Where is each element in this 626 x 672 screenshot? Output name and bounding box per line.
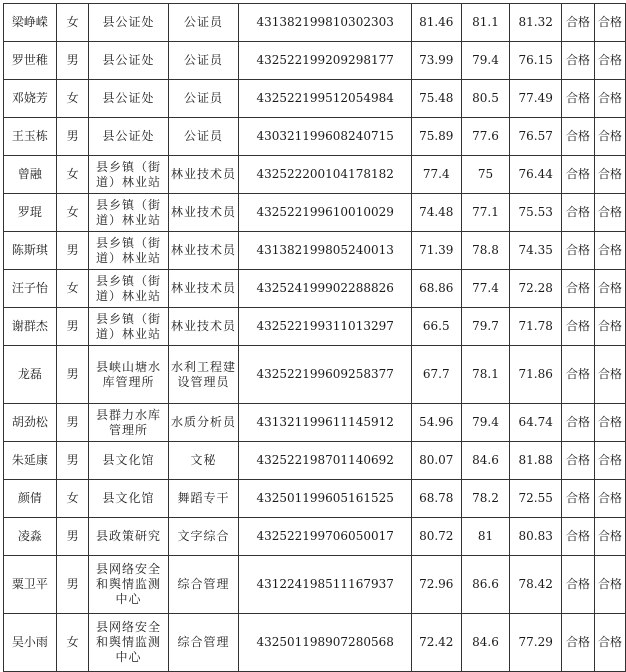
- total-score-cell: 71.86: [510, 346, 562, 404]
- physical-result-cell: 合格: [594, 42, 625, 80]
- total-score-cell: 77.29: [510, 614, 562, 672]
- id-number-cell: 432522200104178182: [239, 156, 411, 194]
- total-score-cell: 80.83: [510, 518, 562, 556]
- gender-cell: 男: [56, 42, 89, 80]
- gender-cell: 男: [56, 346, 89, 404]
- position-cell: 公证员: [168, 42, 239, 80]
- position-cell: 公证员: [168, 4, 239, 42]
- exam-result-cell: 合格: [562, 518, 595, 556]
- gender-cell: 女: [56, 4, 89, 42]
- id-number-cell: 432501198907280568: [239, 614, 411, 672]
- gender-cell: 女: [56, 156, 89, 194]
- position-cell: 林业技术员: [168, 308, 239, 346]
- position-cell: 公证员: [168, 118, 239, 156]
- id-number-cell: 432522199706050017: [239, 518, 411, 556]
- interview-score-cell: 77.1: [461, 194, 510, 232]
- name-cell: 凌淼: [4, 518, 57, 556]
- position-cell: 文秘: [168, 442, 239, 480]
- table-row: [4, 308, 626, 346]
- total-score-cell: 77.49: [510, 80, 562, 118]
- total-score-cell: 78.42: [510, 556, 562, 614]
- physical-result-cell: 合格: [594, 480, 625, 518]
- name-cell: 汪子怡: [4, 270, 57, 308]
- id-number-cell: 431382199805240013: [239, 232, 411, 270]
- physical-result-cell: 合格: [594, 556, 625, 614]
- position-cell: 林业技术员: [168, 270, 239, 308]
- position-cell: 综合管理: [168, 556, 239, 614]
- table-row: [4, 156, 626, 194]
- position-cell: 水利工程建设管理员: [168, 346, 239, 404]
- interview-score-cell: 78.8: [461, 232, 510, 270]
- written-score-cell: 80.72: [411, 518, 461, 556]
- position-cell: 公证员: [168, 80, 239, 118]
- exam-result-cell: 合格: [562, 346, 595, 404]
- interview-score-cell: 77.4: [461, 270, 510, 308]
- name-cell: 谢群杰: [4, 308, 57, 346]
- name-cell: 罗琨: [4, 194, 57, 232]
- id-number-cell: 431382199810302303: [239, 4, 411, 42]
- gender-cell: 女: [56, 614, 89, 672]
- name-cell: 胡劲松: [4, 404, 57, 442]
- interview-score-cell: 77.6: [461, 118, 510, 156]
- written-score-cell: 77.4: [411, 156, 461, 194]
- table-row: [4, 118, 626, 156]
- total-score-cell: 72.28: [510, 270, 562, 308]
- interview-score-cell: 78.2: [461, 480, 510, 518]
- written-score-cell: 74.48: [411, 194, 461, 232]
- name-cell: 吴小雨: [4, 614, 57, 672]
- total-score-cell: 72.55: [510, 480, 562, 518]
- unit-cell: 县公证处: [89, 4, 168, 42]
- interview-score-cell: 81.1: [461, 4, 510, 42]
- unit-cell: 县公证处: [89, 118, 168, 156]
- written-score-cell: 71.39: [411, 232, 461, 270]
- unit-cell: 县乡镇（街道）林业站: [89, 232, 168, 270]
- exam-result-cell: 合格: [562, 556, 595, 614]
- position-cell: 林业技术员: [168, 194, 239, 232]
- id-number-cell: 432522199512054984: [239, 80, 411, 118]
- interview-score-cell: 86.6: [461, 556, 510, 614]
- table-row: [4, 404, 626, 442]
- physical-result-cell: 合格: [594, 270, 625, 308]
- exam-result-cell: 合格: [562, 118, 595, 156]
- total-score-cell: 76.15: [510, 42, 562, 80]
- exam-result-cell: 合格: [562, 270, 595, 308]
- unit-cell: 县乡镇（街道）林业站: [89, 308, 168, 346]
- table-body: [4, 4, 626, 672]
- written-score-cell: 80.07: [411, 442, 461, 480]
- id-number-cell: 432522199311013297: [239, 308, 411, 346]
- unit-cell: 县乡镇（街道）林业站: [89, 270, 168, 308]
- gender-cell: 男: [56, 232, 89, 270]
- total-score-cell: 75.53: [510, 194, 562, 232]
- name-cell: 罗世稚: [4, 42, 57, 80]
- name-cell: 朱延康: [4, 442, 57, 480]
- position-cell: 文字综合: [168, 518, 239, 556]
- written-score-cell: 81.46: [411, 4, 461, 42]
- unit-cell: 县公证处: [89, 42, 168, 80]
- physical-result-cell: 合格: [594, 194, 625, 232]
- physical-result-cell: 合格: [594, 118, 625, 156]
- exam-result-cell: 合格: [562, 480, 595, 518]
- table-row: [4, 232, 626, 270]
- position-cell: 综合管理: [168, 614, 239, 672]
- physical-result-cell: 合格: [594, 404, 625, 442]
- name-cell: 龙磊: [4, 346, 57, 404]
- physical-result-cell: 合格: [594, 4, 625, 42]
- table-row: [4, 480, 626, 518]
- position-cell: 舞蹈专干: [168, 480, 239, 518]
- exam-result-cell: 合格: [562, 42, 595, 80]
- table-row: [4, 556, 626, 614]
- physical-result-cell: 合格: [594, 232, 625, 270]
- gender-cell: 女: [56, 80, 89, 118]
- unit-cell: 县峡山塘水库管理所: [89, 346, 168, 404]
- position-cell: 林业技术员: [168, 232, 239, 270]
- interview-score-cell: 75: [461, 156, 510, 194]
- unit-cell: 县乡镇（街道）林业站: [89, 194, 168, 232]
- unit-cell: 县文化馆: [89, 480, 168, 518]
- table-row: [4, 614, 626, 672]
- unit-cell: 县公证处: [89, 80, 168, 118]
- table-row: [4, 346, 626, 404]
- interview-score-cell: 80.5: [461, 80, 510, 118]
- gender-cell: 男: [56, 308, 89, 346]
- gender-cell: 男: [56, 118, 89, 156]
- gender-cell: 男: [56, 518, 89, 556]
- exam-result-cell: 合格: [562, 80, 595, 118]
- position-cell: 林业技术员: [168, 156, 239, 194]
- gender-cell: 女: [56, 480, 89, 518]
- physical-result-cell: 合格: [594, 156, 625, 194]
- written-score-cell: 68.78: [411, 480, 461, 518]
- interview-score-cell: 84.6: [461, 442, 510, 480]
- results-table: [3, 3, 626, 672]
- position-cell: 水质分析员: [168, 404, 239, 442]
- written-score-cell: 72.42: [411, 614, 461, 672]
- written-score-cell: 66.5: [411, 308, 461, 346]
- id-number-cell: 432522199609258377: [239, 346, 411, 404]
- id-number-cell: 432524199902288826: [239, 270, 411, 308]
- physical-result-cell: 合格: [594, 614, 625, 672]
- interview-score-cell: 79.4: [461, 42, 510, 80]
- interview-score-cell: 78.1: [461, 346, 510, 404]
- physical-result-cell: 合格: [594, 346, 625, 404]
- id-number-cell: 431321199611145912: [239, 404, 411, 442]
- written-score-cell: 72.96: [411, 556, 461, 614]
- gender-cell: 女: [56, 270, 89, 308]
- id-number-cell: 432522199209298177: [239, 42, 411, 80]
- total-score-cell: 71.78: [510, 308, 562, 346]
- table-row: [4, 442, 626, 480]
- unit-cell: 县网络安全和舆情监测中心: [89, 614, 168, 672]
- gender-cell: 男: [56, 556, 89, 614]
- physical-result-cell: 合格: [594, 80, 625, 118]
- table-row: [4, 270, 626, 308]
- table-row: [4, 194, 626, 232]
- total-score-cell: 74.35: [510, 232, 562, 270]
- name-cell: 粟卫平: [4, 556, 57, 614]
- total-score-cell: 76.57: [510, 118, 562, 156]
- exam-result-cell: 合格: [562, 232, 595, 270]
- name-cell: 梁峥嵘: [4, 4, 57, 42]
- physical-result-cell: 合格: [594, 442, 625, 480]
- id-number-cell: 432522199610010029: [239, 194, 411, 232]
- name-cell: 邓娆芳: [4, 80, 57, 118]
- gender-cell: 男: [56, 442, 89, 480]
- written-score-cell: 68.86: [411, 270, 461, 308]
- interview-score-cell: 79.4: [461, 404, 510, 442]
- name-cell: 颜倩: [4, 480, 57, 518]
- id-number-cell: 432501199605161525: [239, 480, 411, 518]
- table-row: [4, 42, 626, 80]
- table-row: [4, 4, 626, 42]
- unit-cell: 县文化馆: [89, 442, 168, 480]
- table-row: [4, 80, 626, 118]
- total-score-cell: 76.44: [510, 156, 562, 194]
- interview-score-cell: 79.7: [461, 308, 510, 346]
- exam-result-cell: 合格: [562, 404, 595, 442]
- gender-cell: 男: [56, 404, 89, 442]
- unit-cell: 县乡镇（街道）林业站: [89, 156, 168, 194]
- gender-cell: 女: [56, 194, 89, 232]
- physical-result-cell: 合格: [594, 518, 625, 556]
- id-number-cell: 431224198511167937: [239, 556, 411, 614]
- exam-result-cell: 合格: [562, 308, 595, 346]
- physical-result-cell: 合格: [594, 308, 625, 346]
- exam-result-cell: 合格: [562, 4, 595, 42]
- total-score-cell: 81.88: [510, 442, 562, 480]
- written-score-cell: 75.48: [411, 80, 461, 118]
- written-score-cell: 73.99: [411, 42, 461, 80]
- id-number-cell: 430321199608240715: [239, 118, 411, 156]
- written-score-cell: 75.89: [411, 118, 461, 156]
- name-cell: 王玉栋: [4, 118, 57, 156]
- interview-score-cell: 81: [461, 518, 510, 556]
- exam-result-cell: 合格: [562, 156, 595, 194]
- name-cell: 曾融: [4, 156, 57, 194]
- table-row: [4, 518, 626, 556]
- unit-cell: 县群力水库管理所: [89, 404, 168, 442]
- exam-result-cell: 合格: [562, 194, 595, 232]
- unit-cell: 县网络安全和舆情监测中心: [89, 556, 168, 614]
- total-score-cell: 81.32: [510, 4, 562, 42]
- id-number-cell: 432522198701140692: [239, 442, 411, 480]
- written-score-cell: 54.96: [411, 404, 461, 442]
- name-cell: 陈斯琪: [4, 232, 57, 270]
- written-score-cell: 67.7: [411, 346, 461, 404]
- interview-score-cell: 84.6: [461, 614, 510, 672]
- exam-result-cell: 合格: [562, 614, 595, 672]
- unit-cell: 县政策研究: [89, 518, 168, 556]
- total-score-cell: 64.74: [510, 404, 562, 442]
- exam-result-cell: 合格: [562, 442, 595, 480]
